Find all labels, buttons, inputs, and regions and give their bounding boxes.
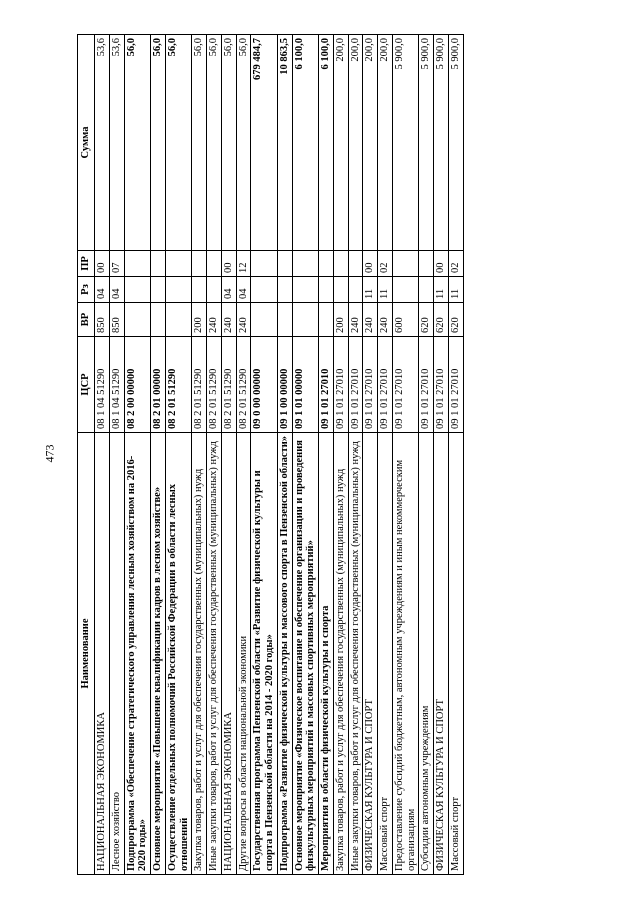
cell-pr bbox=[319, 251, 334, 277]
cell-name: Лесное хозяйство bbox=[109, 433, 124, 875]
cell-sum: 6 100,0 bbox=[292, 35, 319, 251]
cell-sum: 5 900,0 bbox=[434, 35, 449, 251]
table-row bbox=[192, 35, 207, 875]
cell-name: Массовый спорт bbox=[378, 433, 393, 875]
cell-name: Основное мероприятие «Повышение квалификации кадров в лесном хозяйстве» bbox=[151, 433, 166, 875]
cell-csr: 08 2 01 51290 bbox=[207, 337, 222, 433]
cell-sum: 56,0 bbox=[192, 35, 207, 251]
cell-rz bbox=[319, 277, 334, 303]
cell-vr: 200 bbox=[192, 303, 207, 337]
cell-rz: 11 bbox=[378, 277, 393, 303]
cell-name: Закупка товаров, работ и услуг для обеспечения государственных (муниципальных) нужд bbox=[333, 433, 348, 875]
cell-csr: 09 1 01 27010 bbox=[348, 337, 363, 433]
cell-pr bbox=[124, 251, 151, 277]
cell-name: Иные закупки товаров, работ и услуг для обеспечения государственных (муниципальных) нужд bbox=[207, 433, 222, 875]
table-row bbox=[392, 35, 419, 875]
cell-pr bbox=[292, 251, 319, 277]
cell-vr: 620 bbox=[419, 303, 434, 337]
cell-pr: 00 bbox=[363, 251, 378, 277]
header-vr: ВР bbox=[78, 303, 95, 337]
cell-name: НАЦИОНАЛЬНАЯ ЭКОНОМИКА bbox=[95, 433, 110, 875]
cell-vr bbox=[151, 303, 166, 337]
cell-sum: 200,0 bbox=[363, 35, 378, 251]
cell-name: Массовый спорт bbox=[448, 433, 463, 875]
budget-table bbox=[77, 34, 464, 875]
cell-sum: 56,0 bbox=[151, 35, 166, 251]
cell-name: Иные закупки товаров, работ и услуг для обеспечения государственных (муниципальных) нужд bbox=[348, 433, 363, 875]
cell-vr: 240 bbox=[207, 303, 222, 337]
cell-sum: 56,0 bbox=[221, 35, 236, 251]
cell-rz bbox=[277, 277, 292, 303]
cell-pr bbox=[392, 251, 419, 277]
cell-csr: 09 1 01 27010 bbox=[448, 337, 463, 433]
cell-pr bbox=[277, 251, 292, 277]
cell-csr: 08 1 04 51290 bbox=[95, 337, 110, 433]
table-row bbox=[95, 35, 110, 875]
header-sum: Сумма bbox=[78, 35, 95, 251]
cell-vr bbox=[165, 303, 192, 337]
table-row bbox=[207, 35, 222, 875]
cell-rz bbox=[251, 277, 278, 303]
cell-name: Субсидии автономным учреждениям bbox=[419, 433, 434, 875]
cell-sum: 679 484,7 bbox=[251, 35, 278, 251]
cell-sum: 10 863,5 bbox=[277, 35, 292, 251]
table-row bbox=[319, 35, 334, 875]
cell-pr bbox=[348, 251, 363, 277]
cell-rz: 04 bbox=[221, 277, 236, 303]
rotated-page-content bbox=[77, 35, 560, 875]
cell-pr: 02 bbox=[448, 251, 463, 277]
cell-csr: 09 1 01 27010 bbox=[434, 337, 449, 433]
cell-vr: 240 bbox=[236, 303, 251, 337]
cell-sum: 53,6 bbox=[95, 35, 110, 251]
cell-csr: 09 1 01 27010 bbox=[333, 337, 348, 433]
cell-csr: 09 1 01 27010 bbox=[392, 337, 419, 433]
cell-pr: 00 bbox=[221, 251, 236, 277]
cell-sum: 56,0 bbox=[165, 35, 192, 251]
cell-sum: 56,0 bbox=[124, 35, 151, 251]
cell-sum: 53,6 bbox=[109, 35, 124, 251]
cell-csr: 09 1 01 00000 bbox=[292, 337, 319, 433]
cell-name: Другие вопросы в области национальной экономики bbox=[236, 433, 251, 875]
page-number: 473 bbox=[42, 444, 57, 463]
table-row bbox=[151, 35, 166, 875]
header-pr: ПР bbox=[78, 251, 95, 277]
cell-pr: 00 bbox=[434, 251, 449, 277]
cell-vr: 620 bbox=[434, 303, 449, 337]
cell-rz bbox=[192, 277, 207, 303]
cell-name: Предоставление субсидий бюджетным, автономным учреждениям и иным некоммерческим организациям bbox=[392, 433, 419, 875]
cell-pr: 00 bbox=[95, 251, 110, 277]
table-row bbox=[363, 35, 378, 875]
table-row bbox=[419, 35, 434, 875]
header-csr: ЦСР bbox=[78, 337, 95, 433]
cell-pr bbox=[192, 251, 207, 277]
cell-sum: 5 900,0 bbox=[419, 35, 434, 251]
cell-sum: 6 100,0 bbox=[319, 35, 334, 251]
cell-csr: 08 2 01 51290 bbox=[165, 337, 192, 433]
cell-vr bbox=[319, 303, 334, 337]
table-row bbox=[277, 35, 292, 875]
cell-sum: 56,0 bbox=[207, 35, 222, 251]
table-row bbox=[236, 35, 251, 875]
cell-name: Государственная программа Пензенской области «Развитие физической культуры и спорта в Пензенской области на 2014 - 2020 годы» bbox=[251, 433, 278, 875]
table-row bbox=[109, 35, 124, 875]
cell-pr bbox=[333, 251, 348, 277]
cell-vr: 850 bbox=[95, 303, 110, 337]
table-row bbox=[292, 35, 319, 875]
cell-vr: 620 bbox=[448, 303, 463, 337]
cell-rz bbox=[333, 277, 348, 303]
cell-name: Осуществление отдельных полномочий Российской Федерации в области лесных отношений bbox=[165, 433, 192, 875]
cell-rz bbox=[292, 277, 319, 303]
cell-rz: 11 bbox=[434, 277, 449, 303]
cell-name: Закупка товаров, работ и услуг для обеспечения государственных (муниципальных) нужд bbox=[192, 433, 207, 875]
cell-vr bbox=[277, 303, 292, 337]
cell-vr: 600 bbox=[392, 303, 419, 337]
cell-name: Основное мероприятие «Физическое воспитание и обеспечение организации и проведения физкультурных мероприятий и массовых спортивных мероприятий» bbox=[292, 433, 319, 875]
cell-rz: 04 bbox=[109, 277, 124, 303]
cell-csr: 09 1 01 27010 bbox=[419, 337, 434, 433]
cell-csr: 08 2 01 00000 bbox=[151, 337, 166, 433]
cell-csr: 08 2 01 51290 bbox=[192, 337, 207, 433]
cell-vr bbox=[124, 303, 151, 337]
table-row bbox=[165, 35, 192, 875]
cell-csr: 08 2 01 51290 bbox=[236, 337, 251, 433]
cell-rz bbox=[165, 277, 192, 303]
cell-rz: 11 bbox=[448, 277, 463, 303]
cell-csr: 09 1 01 27010 bbox=[363, 337, 378, 433]
cell-pr bbox=[165, 251, 192, 277]
cell-name: ФИЗИЧЕСКАЯ КУЛЬТУРА И СПОРТ bbox=[434, 433, 449, 875]
cell-rz: 04 bbox=[95, 277, 110, 303]
cell-sum: 200,0 bbox=[348, 35, 363, 251]
cell-pr: 12 bbox=[236, 251, 251, 277]
cell-csr: 09 1 01 27010 bbox=[319, 337, 334, 433]
cell-csr: 09 1 01 27010 bbox=[378, 337, 393, 433]
table-row bbox=[434, 35, 449, 875]
cell-pr bbox=[419, 251, 434, 277]
cell-pr bbox=[207, 251, 222, 277]
cell-name: ФИЗИЧЕСКАЯ КУЛЬТУРА И СПОРТ bbox=[363, 433, 378, 875]
cell-vr: 240 bbox=[221, 303, 236, 337]
cell-vr: 850 bbox=[109, 303, 124, 337]
cell-csr: 08 2 01 51290 bbox=[221, 337, 236, 433]
cell-name: НАЦИОНАЛЬНАЯ ЭКОНОМИКА bbox=[221, 433, 236, 875]
cell-vr: 240 bbox=[363, 303, 378, 337]
table-row bbox=[333, 35, 348, 875]
table-row bbox=[378, 35, 393, 875]
cell-rz bbox=[207, 277, 222, 303]
cell-name: Подпрограмма «Обеспечение стратегического управления лесным хозяйством на 2016-2020 годы» bbox=[124, 433, 151, 875]
table-body bbox=[95, 35, 464, 875]
cell-sum: 200,0 bbox=[378, 35, 393, 251]
cell-csr: 08 1 04 51290 bbox=[109, 337, 124, 433]
cell-sum: 5 900,0 bbox=[448, 35, 463, 251]
header-rz: Рз bbox=[78, 277, 95, 303]
cell-name: Подпрограмма «Развитие физической культуры и массового спорта в Пензенской области» bbox=[277, 433, 292, 875]
cell-rz bbox=[392, 277, 419, 303]
cell-name: Мероприятия в области физической культуры и спорта bbox=[319, 433, 334, 875]
table-row bbox=[221, 35, 236, 875]
cell-vr: 240 bbox=[348, 303, 363, 337]
cell-pr: 07 bbox=[109, 251, 124, 277]
cell-csr: 09 1 00 00000 bbox=[277, 337, 292, 433]
cell-vr bbox=[292, 303, 319, 337]
cell-rz bbox=[124, 277, 151, 303]
table-row bbox=[124, 35, 151, 875]
cell-sum: 56,0 bbox=[236, 35, 251, 251]
cell-vr: 240 bbox=[378, 303, 393, 337]
cell-pr bbox=[251, 251, 278, 277]
cell-rz bbox=[348, 277, 363, 303]
table-row bbox=[251, 35, 278, 875]
cell-pr: 02 bbox=[378, 251, 393, 277]
cell-rz bbox=[419, 277, 434, 303]
cell-rz: 11 bbox=[363, 277, 378, 303]
cell-vr bbox=[251, 303, 278, 337]
table-row bbox=[448, 35, 463, 875]
table-header-row bbox=[78, 35, 95, 875]
header-name: Наименование bbox=[78, 433, 95, 875]
cell-sum: 200,0 bbox=[333, 35, 348, 251]
cell-pr bbox=[151, 251, 166, 277]
cell-vr: 200 bbox=[333, 303, 348, 337]
cell-csr: 08 2 00 00000 bbox=[124, 337, 151, 433]
cell-csr: 09 0 00 00000 bbox=[251, 337, 278, 433]
cell-rz bbox=[151, 277, 166, 303]
cell-rz: 04 bbox=[236, 277, 251, 303]
cell-sum: 5 900,0 bbox=[392, 35, 419, 251]
table-row bbox=[348, 35, 363, 875]
